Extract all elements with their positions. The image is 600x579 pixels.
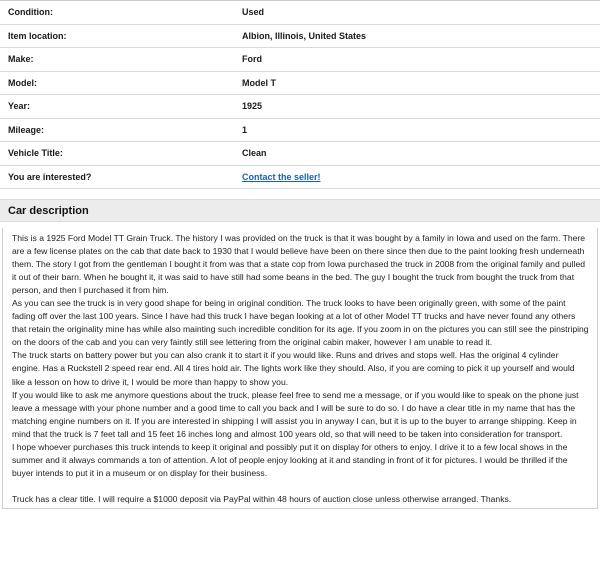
spec-label: Vehicle Title: (8, 148, 63, 159)
spec-row-item-location (0, 25, 600, 49)
spec-value: Model T (242, 77, 276, 88)
spec-value: Used (242, 7, 265, 18)
description-paragraph: Truck has a clear title. I will require a $1000 deposit via PayPal within 48 hours of auction close unless otherwise arranged. Thanks. (12, 493, 512, 504)
spec-label: Mileage: (8, 124, 45, 135)
spec-value: Clean (242, 148, 267, 159)
description-paragraph: If you would like to ask me anymore questions about the truck, please feel free to send me a message, or if you would like to speak on the phone just leave a message with your phone number and a good time to call you back and I will be sure to do so. I do have a clear title in my name that has the matching engine numbers on it. If you are interested in shipping I will assist you in anyway I can, but it is up to the buyer to arrange shipping. Keep in mind that the truck is 7 feet tall and 15 feet 16 inches long and almost 100 years old, so that will need to be taken into consideration for transport. (12, 389, 579, 439)
spec-value: 1 (242, 124, 248, 135)
spec-row-condition (0, 1, 600, 25)
spec-label: Condition: (8, 7, 53, 18)
vehicle-specs-table (0, 0, 600, 189)
spec-row-mileage (0, 119, 600, 143)
description-paragraph: As you can see the truck is in very good shape for being in original condition. The truck looks to have been originally green, with some of the paint fading off over the last 100 years. Since I have had this truck I have began looking at a lot of other Model TT trucks and have never found any others that retain the originality mine has while also mainting such incredible condition for its age. If you zoom in on the pictures you can still see the pinstriping on the doors of the cab and you can very faintly still see lettering from the original cabin maker, however I am unable to read it. (12, 298, 589, 348)
spec-label: Item location: (8, 30, 67, 41)
spec-label: Model: (8, 77, 37, 88)
spec-row-model (0, 72, 600, 96)
spec-row-year (0, 95, 600, 119)
car-description-body (2, 228, 598, 509)
contact-seller-link[interactable]: Contact the seller! (242, 171, 321, 182)
spec-label: Year: (8, 101, 31, 112)
spec-label: You are interested? (8, 171, 92, 182)
spec-row-contact (0, 166, 600, 190)
car-description-heading: Car description (0, 199, 600, 222)
description-paragraph: I hope whoever purchases this truck intends to keep it original and possibly put it on display for others to enjoy. I drive it to a few local shows in the summer and it always commands a ton of attention. A lot of people enjoy looking at it and standing in front of it for pictures. I would be thrilled if the buyer intends to put it in a museum or on display for their business. (12, 441, 568, 478)
spec-row-vehicle-title (0, 142, 600, 166)
spec-value: Albion, Illinois, United States (242, 30, 367, 41)
spec-label: Make: (8, 54, 34, 65)
spec-value: Ford (242, 54, 262, 65)
spec-value: 1925 (242, 101, 263, 112)
description-paragraph: This is a 1925 Ford Model TT Grain Truck. The history I was provided on the truck is that it was bought by a family in Iowa and used on the farm. There are a few license plates on the cab that date back to 1930 that I would believe have been on there since then due to the paint looking fresh underneath them. The story I got from the gentleman I bought it from was that a state cop from Iowa purchased the truck in 2008 from the original family and pulled it out of their barn. When he bought it, it was said to have still had some beans in the bed. The guy I bought the truck from bought the truck from that person, and then I purchased it from him. (12, 233, 586, 296)
spec-row-make (0, 48, 600, 72)
description-paragraph: The truck starts on battery power but you can also crank it to start it if you would like. Runs and drives and stops well. Has the original 4 cylinder engine. Has a Ruckstell 2 speed rear end. All 4 tires hold air. The lights work like they should. Also, if you are coming to pick it up yourself and would like a lesson on how to drive it, I would be more than happy to show you. (12, 350, 575, 387)
